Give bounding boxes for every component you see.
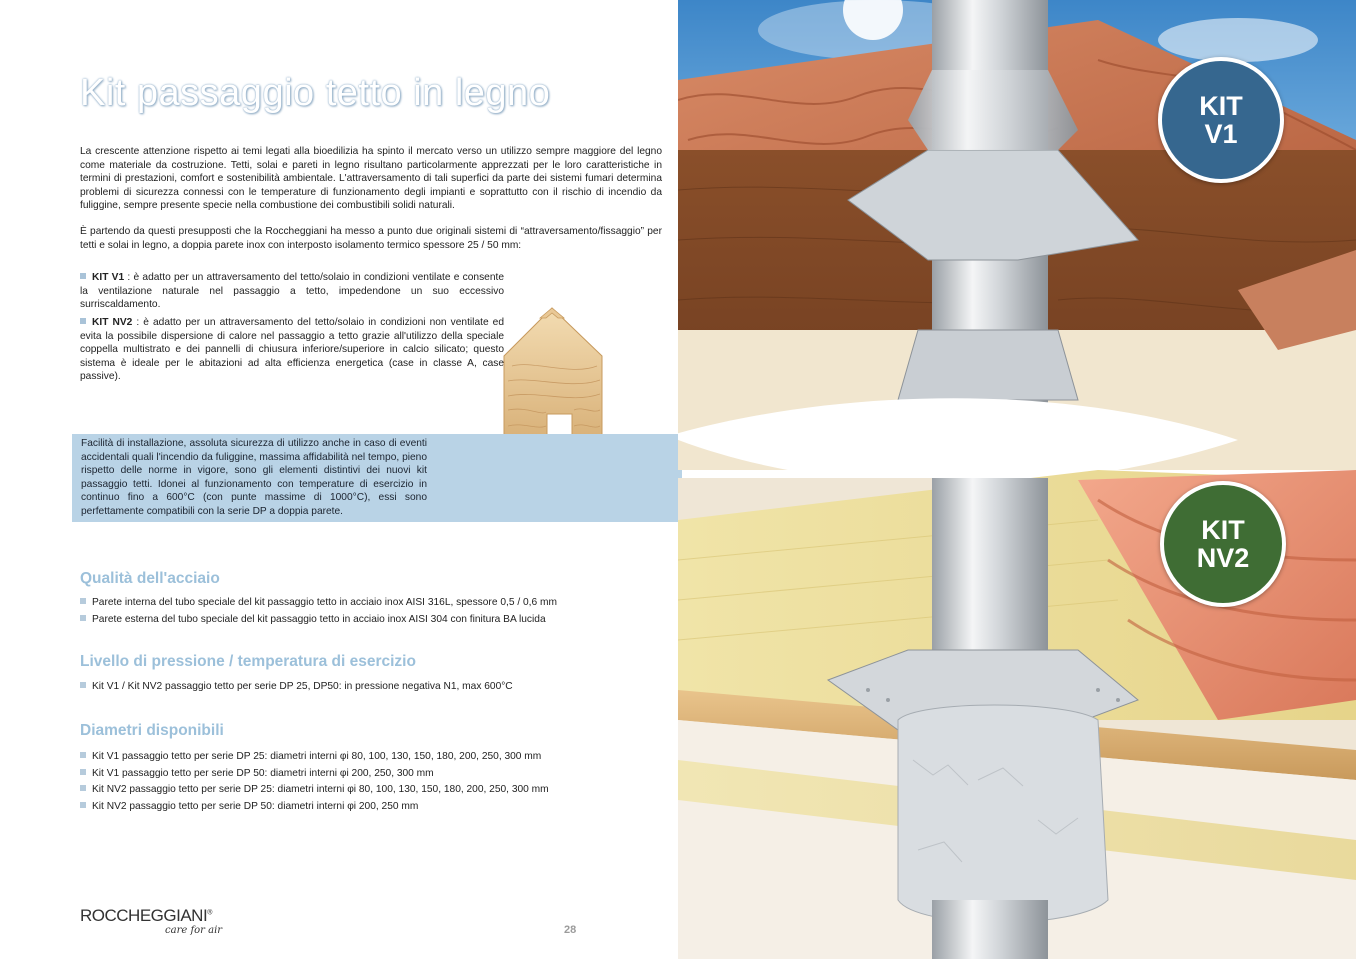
roof-illustration: [678, 0, 1356, 959]
list-item: [80, 766, 549, 783]
bullet-square-icon: [80, 318, 86, 324]
kit-nv2-text: : è adatto per un attraversamento del tetto/solaio in condizioni non ventilate ed evita la possibile dispersione di calore nel passaggio a tetto grazie all'utilizzo della speciale coppella multistrato e dei pannelli di chiusura inferiore/superiore in calcio silicato; questo sistema è ideale per le abitazioni ad alta efficienza energetica (case in classe A, case passive).: [80, 317, 505, 383]
badge-nv2-line2: NV2: [1196, 543, 1250, 573]
list-item: [80, 799, 549, 816]
list-item-text: Kit V1 / Kit NV2 passaggio tetto per serie DP 25, DP50: in pressione negativa N1, max 600°C: [92, 681, 513, 692]
bullet-square-icon: [80, 785, 86, 791]
steel-quality-list: [80, 595, 557, 628]
page-number: 28: [564, 924, 577, 936]
callout-text: Facilità di installazione, assoluta sicurezza di utilizzo anche in caso di eventi accidentali quali l'incendio da fuliggine, massima affidabilità nel tempo, pieno rispetto delle norme in vigore, sono gli elementi distintivi dei nuovi kit passaggio tetti. Idonei al funzionamento con temperature di esercizio in continuo fino a 600°C (con punte massime di 1000°C), essi sono perfettamente compatibili con la serie DP a doppia parete.: [81, 438, 427, 517]
bullet-square-icon: [80, 615, 86, 621]
logo-registered-mark: ®: [207, 909, 213, 917]
bullet-square-icon: [80, 752, 86, 758]
wood-house-icon: [502, 286, 612, 436]
logo-tagline: care for air: [165, 925, 223, 936]
bullet-square-icon: [80, 769, 86, 775]
intro-paragraph-2: È partendo da questi presupposti che la Roccheggiani ha messo a punto due originali sistemi di “attraversamento/fissaggio” per tetti e solai in legno, a doppia parete inox con interposto isolamento termico spessore 25 / 50 mm:: [80, 226, 662, 251]
list-item-text: Kit NV2 passaggio tetto per serie DP 50: diametri interni φi 200, 250 mm: [92, 800, 419, 812]
badge-v1-line1: KIT: [1199, 91, 1243, 121]
list-item-text: Parete interna del tubo speciale del kit passaggio tetto in acciaio inox AISI 316L, spessore 0,5 / 0,6 mm: [92, 597, 557, 608]
kit-nv2-badge: [1160, 481, 1286, 607]
bullet-square-icon: [80, 682, 86, 688]
list-item-text: Kit V1 passaggio tetto per serie DP 50: diametri interni φi 200, 250, 300 mm: [92, 767, 434, 779]
list-item: [80, 782, 549, 799]
diameters-list: [80, 749, 549, 815]
list-item: [80, 595, 557, 612]
bullet-square-icon: [80, 802, 86, 808]
logo-name: ROCCHEGGIANI: [80, 906, 208, 925]
kit-v1-label: KIT V1: [92, 272, 125, 283]
list-item-text: Kit NV2 passaggio tetto per serie DP 25: diametri interni φi 80, 100, 130, 150, 180, 200, 250, 300 mm: [92, 784, 549, 796]
section-title-steel-quality: Qualità dell'acciaio: [80, 570, 220, 587]
section-title-pressure-temperature: Livello di pressione / temperatura di esercizio: [80, 653, 416, 670]
list-item: [80, 679, 513, 696]
company-logo: [80, 906, 223, 936]
kit-nv2-description: [80, 316, 504, 384]
list-item: [80, 749, 549, 766]
pressure-list: [80, 679, 513, 696]
badge-nv2-line1: KIT: [1201, 515, 1245, 545]
intro-paragraph: La crescente attenzione rispetto ai temi legati alla bioedilizia ha spinto il mercato verso un utilizzo sempre maggiore del legno come materiale da costruzione. Tetti, solai e pareti in legno risultano particolarmente apprezzati per le loro caratteristiche in termini di prestazioni, comfort e sostenibilità ambientale. L'attraversamento di tali superfici da parte dei sistemi fumari determina problemi di sicurezza connessi con le temperature di funzionamento degli impianti e soprattutto con il rischio di incendio da fuliggine, sempre presente specie nella combustione dei combustibili solidi naturali.: [80, 146, 662, 212]
kit-v1-text: : è adatto per un attraversamento del tetto/solaio in condizioni ventilate e consente la ventilazione naturale nel passaggio a tetto, impedendone un suo eccessivo surriscaldamento.: [80, 272, 505, 311]
bullet-square-icon: [80, 598, 86, 604]
list-item-text: Parete esterna del tubo speciale del kit passaggio tetto in acciaio inox AISI 304 con finitura BA lucida: [92, 613, 546, 625]
kit-nv2-label: KIT NV2: [92, 317, 133, 328]
bullet-square-icon: [80, 273, 86, 279]
list-item-text: Kit V1 passaggio tetto per serie DP 25: diametri interni φi 80, 100, 130, 150, 180, 200, 250, 300 mm: [92, 751, 542, 762]
page-title: Kit passaggio tetto in legno: [80, 72, 551, 114]
badge-v1-line2: V1: [1204, 119, 1238, 149]
kit-v1-badge: [1158, 57, 1284, 183]
kit-v1-description: [80, 271, 504, 312]
section-title-diameters: Diametri disponibili: [80, 722, 224, 739]
list-item: [80, 612, 557, 629]
